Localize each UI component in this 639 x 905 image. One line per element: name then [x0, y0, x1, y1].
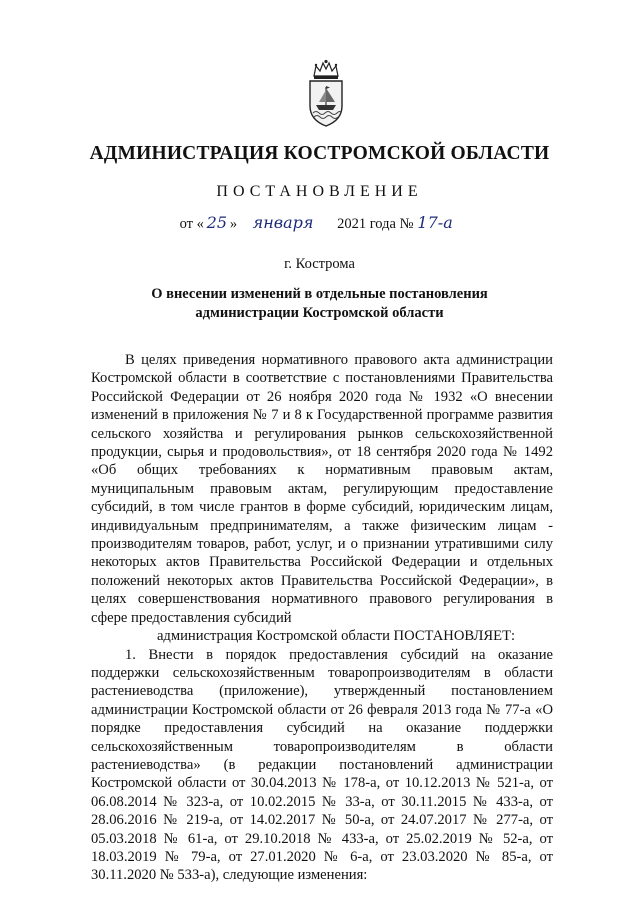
- document-body: [91, 351, 553, 885]
- date-line: [0, 213, 639, 233]
- preamble-paragraph: В целях приведения нормативного правового акта администрации Костромской области в соответствие с постановлениями Правительства Российской Федерации от 26 ноября 2020 года № 1932 «О внесении изменений в приложения № 7 и 8 к Государственной программе развития сельского хозяйства и регулирования рынков сельскохозяйственной продукции, сырья и продовольствия», от 18 сентября 2020 года № 1492 «Об общих требованиях к нормативным правовым актам, муниципальным правовым актам, регулирующим предоставление субсидий, в том числе грантов в форме субсидий, юридическим лицам, индивидуальным предпринимателям, а также физическим лицам - производителям товаров, работ, услуг, и о признании утратившими силу некоторых актов Правительства Российской Федерации и отдельных положений некоторых актов Правительства Российской Федерации», в целях совершенствования нормативного правового регулирования в сфере предоставления субсидий: [91, 352, 553, 626]
- date-year-number-label: 2021 года №: [337, 216, 414, 232]
- document-type: ПОСТАНОВЛЕНИЕ: [216, 183, 423, 200]
- city-name: г. Кострома: [284, 256, 355, 272]
- subject-line-2: администрации Костромской области: [195, 305, 444, 321]
- date-prefix: от «: [179, 216, 204, 232]
- organization-title: АДМИНИСТРАЦИЯ КОСТРОМСКОЙ ОБЛАСТИ: [89, 143, 550, 164]
- handwritten-document-number: 17-а: [417, 213, 453, 232]
- kostroma-coat-of-arms-icon: [300, 58, 352, 130]
- handwritten-day: 25: [206, 213, 228, 232]
- handwritten-month: января: [252, 213, 314, 232]
- resolution-paragraph: администрация Костромской области ПОСТАНОВЛЯЕТ:: [156, 628, 516, 645]
- subject-line-1: О внесении изменений в отдельные постановления: [151, 286, 488, 302]
- document-subject: [0, 285, 639, 323]
- item-1-paragraph: 1. Внести в порядок предоставления субсидий на оказание поддержки сельскохозяйственным товаропроизводителям в области растениеводства (приложение), утвержденный постановлением администрации Костромской области от 26 февраля 2013 года № 77-а «О порядке предоставления субсидий на оказание поддержки сельскохозяйственным товаропроизводителям в области растениеводства» (в редакции постановлений администрации Костромской области от 30.04.2013 № 178-а, от 10.12.2013 № 521-а, от 06.08.2014 № 323-а, от 10.02.2015 № 33-а, от 30.11.2015 № 433-а, от 28.06.2016 № 219-а, от 14.02.2017 № 50-а, от 24.07.2017 № 277-а, от 05.03.2018 № 61-а, от 29.10.2018 № 433-а, от 25.02.2019 № 52-а, от 18.03.2019 № 79-а, от 27.01.2020 № 6-а, от 23.03.2020 № 85-а, от 30.11.2020 № 533-а), следующие изменения:: [91, 646, 553, 884]
- date-close-quote: »: [229, 216, 238, 232]
